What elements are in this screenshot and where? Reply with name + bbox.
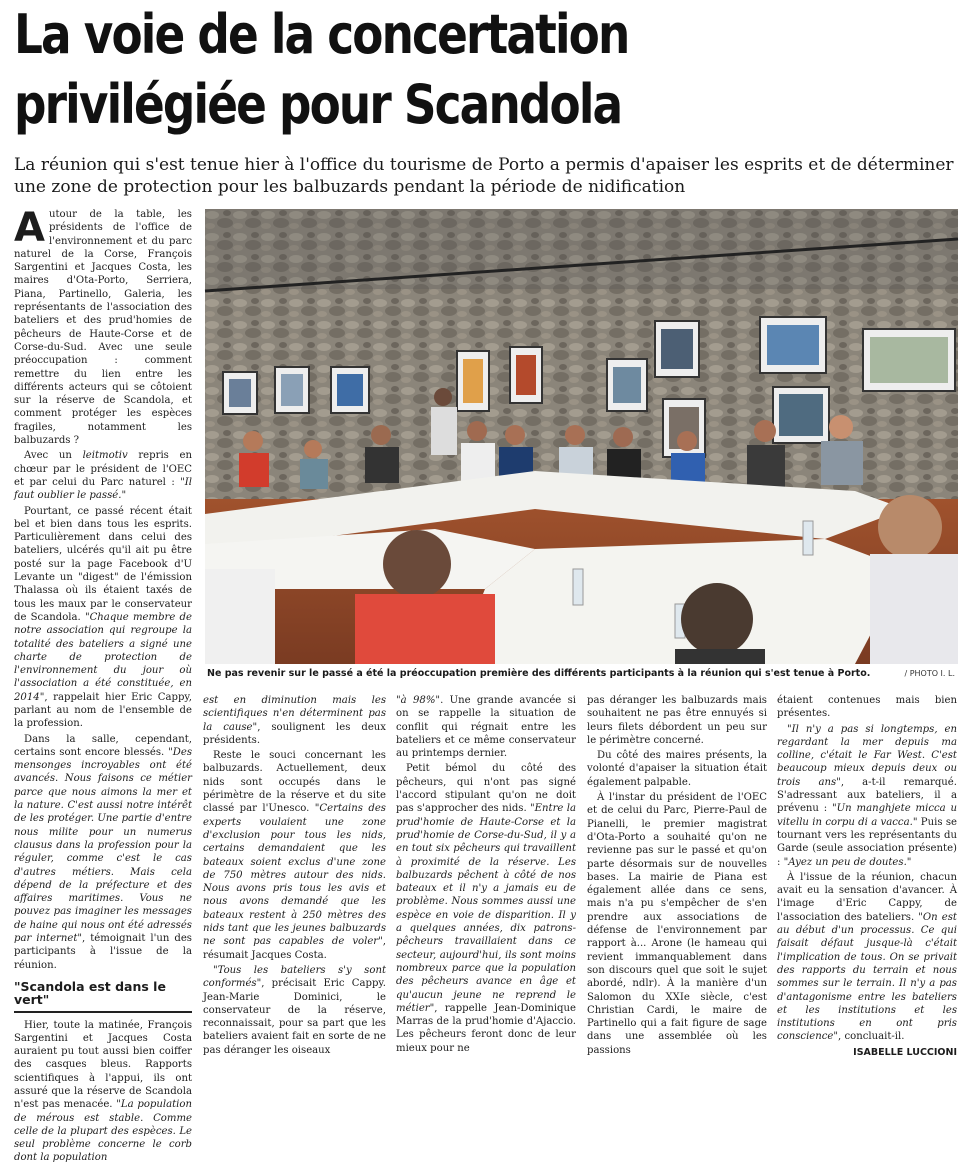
paragraph: pas déranger les balbuzards mais souhaitent ne pas être ennuyés si leurs filets débordent un peu sur le périmètre concerné. (587, 695, 767, 746)
photo-credit: / PHOTO I. L. (904, 669, 955, 678)
quote: "La population de mérous est stable. Comme celle de la plupart des espèces. Le seul problème concerne le corb dont la population (14, 1099, 192, 1164)
paragraph-text: , rappelait hier Eric Cappy, parlant au nom de l'ensemble de la profession. (14, 691, 192, 730)
paragraph-text: , a-t-il remarqué. S'adressant aux bateliers, il a prévenu : (777, 776, 957, 815)
quote: "Entre la prud'homie de Haute-Corse et la prud'homie de Corse-du-Sud, il y a en tout six pêcheurs qui travaillent à proximité de la réserve. Les balbuzards pêchent à côté de nos bateaux et il n'y a jamais eu de problème. Nous sommes aussi une espèce en voie de disparition. Il y a quelques années, dix patrons-pêcheurs travaillaient dans ce secteur, aujourd'hui, ils sont moins nombreux parce que la population des pêcheurs avance en âge et qu'aucun jeune ne reprend le métier" (396, 803, 576, 1014)
title-line-1: La voie de la concertation (14, 3, 629, 66)
paragraph-text: Puis se tournant vers les représentants du Garde (seule association présente) : (777, 816, 957, 868)
paragraph (203, 964, 386, 1057)
quote: "On est au début d'un processus. Ce qui faisait défaut jusque-là c'était l'implication de tous. On se privait des rapports du terrain et nous sommes sur le terrain. Il n'y a pas d'antagonisme entre les bateliers et les institutions et les institutions en ont pris conscience" (777, 911, 957, 1043)
quote: "Il faut oublier le passé." (14, 476, 192, 502)
paragraph-text: , rappelle Jean-Dominique Marras de la prud'homie d'Ajaccio. Les pêcheurs feront donc de leur mieux pour ne (396, 1002, 576, 1054)
quote: "Certains des experts voulaient une zone d'exclusion pour tous les nids, certains demandaient que les bateaux soient exclus d'une zone de 750 mètres autour des nids. Nous avons pris tous les avis et nous avons demandé que les bateaux restent à 250 mètres des nids tant que les jeunes balbuzards ne sont pas capables de voler" (203, 803, 386, 948)
column-3 (396, 694, 576, 1054)
quote: "Tous les bateliers s'y sont conformés" (203, 964, 386, 990)
paragraph-text: Hier, toute la matinée, François Sargentini et Jacques Costa auraient pu tout aussi bien coiffer des casques bleus. Rapports scientifiques à l'appui, ils ont assuré que la réserve de Scandola n'est pas menacée. (14, 1019, 192, 1111)
author-signature: ISABELLE LUCCIONI (853, 1046, 957, 1058)
paragraph-text: . Une grande avancée si on se rappelle la situation de conflit qui régnait entre les bateliers et ce même conservateur au printemps dernier. (396, 695, 576, 760)
paragraph (14, 1019, 192, 1165)
paragraph (777, 723, 957, 869)
paragraph: À l'instar du président de l'OEC et de celui du Parc, Pierre-Paul de Pianelli, le premier magistrat d'Ota-Porto a souhaité qu'on ne revienne pas sur le passé et qu'on parte désormais sur de nouvelles bases. La mairie de Piana est également allée dans ce sens, mais n'a pu s'empêcher de s'en prendre aux associations de défense de l'environnement par rapport à... Arone (le hameau qui revient immanquablement dans son discours quel que soit le sujet abordé, ndlr). À la manière d'un Salomon du XXIe siècle, c'est Christian Cardi, le maire de Partinello qui a fait figure de sage dans une assemblée où les passions (587, 792, 767, 1056)
column-4 (587, 694, 767, 1056)
paragraph: Du côté des maires présents, la volonté d'apaiser la situation était également palpable. (587, 750, 767, 788)
paragraph (14, 505, 192, 731)
divider (14, 1011, 192, 1013)
column-2 (203, 694, 386, 1056)
paragraph: étaient contenues mais bien présentes. (777, 695, 957, 720)
paragraph-text: Reste le souci concernant les balbuzards. Actuellement, deux nids sont occupés dans le périmètre de la réserve et du site classé par l'Unesco. (203, 750, 386, 815)
paragraph-text: , précisait Eric Cappy. Jean-Marie Dominici, le conservateur de la réserve, reconnaissait, pour sa part que les bateliers avaient fait en sorte de ne pas déranger les oiseaux (203, 978, 386, 1056)
paragraph-text: , concluait-il. (838, 1031, 905, 1043)
paragraph (14, 733, 192, 972)
article-subtitle: La réunion qui s'est tenue hier à l'office du tourisme de Porto a permis d'apaiser les esprits et de déterminer une zone de protection pour les balbuzards pendant la période de nidification (14, 155, 954, 197)
article-title (14, 0, 955, 140)
paragraph-text: , soulignent les deux présidents. (203, 721, 386, 746)
article-photo (205, 209, 958, 664)
paragraph-text: , témoignait l'un des participants à l'issue de la réunion. (14, 933, 192, 971)
paragraph-text: Pourtant, ce passé récent était bel et bien dans tous les esprits. Particulièrement dans celui des bateliers, ulcérés qu'il ait pu être posté sur la page Facebook d'U Levante un "digest" de l'émission Thalassa où ils étaient taxés de tous les maux par le conservateur de Scandola. (14, 505, 192, 623)
quote: est en diminution mais les scientifiques n'en déterminent pas la cause" (203, 695, 386, 733)
column-5 (777, 694, 957, 1058)
paragraph-italic: leitmotiv (82, 450, 128, 462)
title-line-2: privilégiée pour Scandola (14, 73, 622, 136)
paragraph (203, 749, 386, 962)
quote: "Ayez un peu de doutes." (783, 856, 912, 868)
paragraph-text: Avec un (24, 450, 83, 462)
quote: "Il n'y a pas si longtemps, en regardant la mer depuis ma colline, c'était le Far West. C'est beaucoup mieux depuis deux ou trois ans" (777, 723, 957, 788)
quote: "Des mensonges incroyables ont été avancés. Nous faisons ce métier parce que nous aimons la mer et la nature. C'est aussi notre intérêt de les protéger. Une partie d'entre nous milite pour un numerus clausus dans la profession pour la réguler, comme c'est le cas d'autres métiers. Mais cela dépend de la préfecture et des affaires maritimes. Vous ne pouvez pas imaginer les messages de haine qui nous ont été adressés par internet" (14, 746, 192, 945)
photo-caption: Ne pas revenir sur le passé a été la préoccupation première des différents participants à la réunion qui s'est tenue à Porto. (207, 668, 871, 679)
paragraph-text: repris en chœur par le président de l'OEC et par celui du Parc naturel : (14, 450, 192, 488)
section-subhead: "Scandola est dans le vert" (14, 978, 166, 1008)
quote: "Un manghjete micca u vitellu in corpu di a vacca." (777, 803, 957, 828)
paragraph (777, 871, 957, 1044)
drop-cap: A (14, 205, 45, 251)
paragraph (203, 694, 386, 747)
paragraph (396, 762, 576, 1055)
paragraph-text: utour de la table, les présidents de l'office de l'environnement et du parc naturel de la Corse, François Sargentini et Jacques Costa, les maires d'Ota-Porto, Serriera, Piana, Partinello, Galeria, les représentants de l'association des bateliers et des prud'homies de pêcheurs de Haute-Corse et de Corse-du-Sud. Avec une seule préoccupation : comment remettre du lien entre les différents acteurs qui se côtoient sur la réserve de Scandola, et comment protéger les espèces fragiles, notamment les balbuzards ? (14, 209, 192, 447)
paragraph-text: Dans la salle, cependant, certains sont encore blessés. (14, 733, 192, 758)
paragraph-text: , résumait Jacques Costa. (203, 936, 386, 961)
column-1 (14, 205, 192, 1164)
paragraph (396, 694, 576, 760)
meeting-room-photo (205, 209, 958, 664)
paragraph-text: Petit bémol du côté des pêcheurs, qui n'ont pas signé l'accord stipulant qu'on ne doit pas s'approcher des nids. (396, 763, 576, 815)
paragraph-text: À l'issue de la réunion, chacun avait eu la sensation d'avancer. À l'image d'Eric Cappy, de l'association des bateliers. (777, 871, 957, 923)
quote: "Chaque membre de notre association qui regroupe la totalité des bateliers a signé une charte de protection de l'environnement du jour où l'association a été constituée, en 2014" (14, 611, 192, 703)
paragraph (14, 449, 192, 502)
quote: "à 98%" (396, 695, 441, 706)
paragraph (14, 205, 192, 447)
